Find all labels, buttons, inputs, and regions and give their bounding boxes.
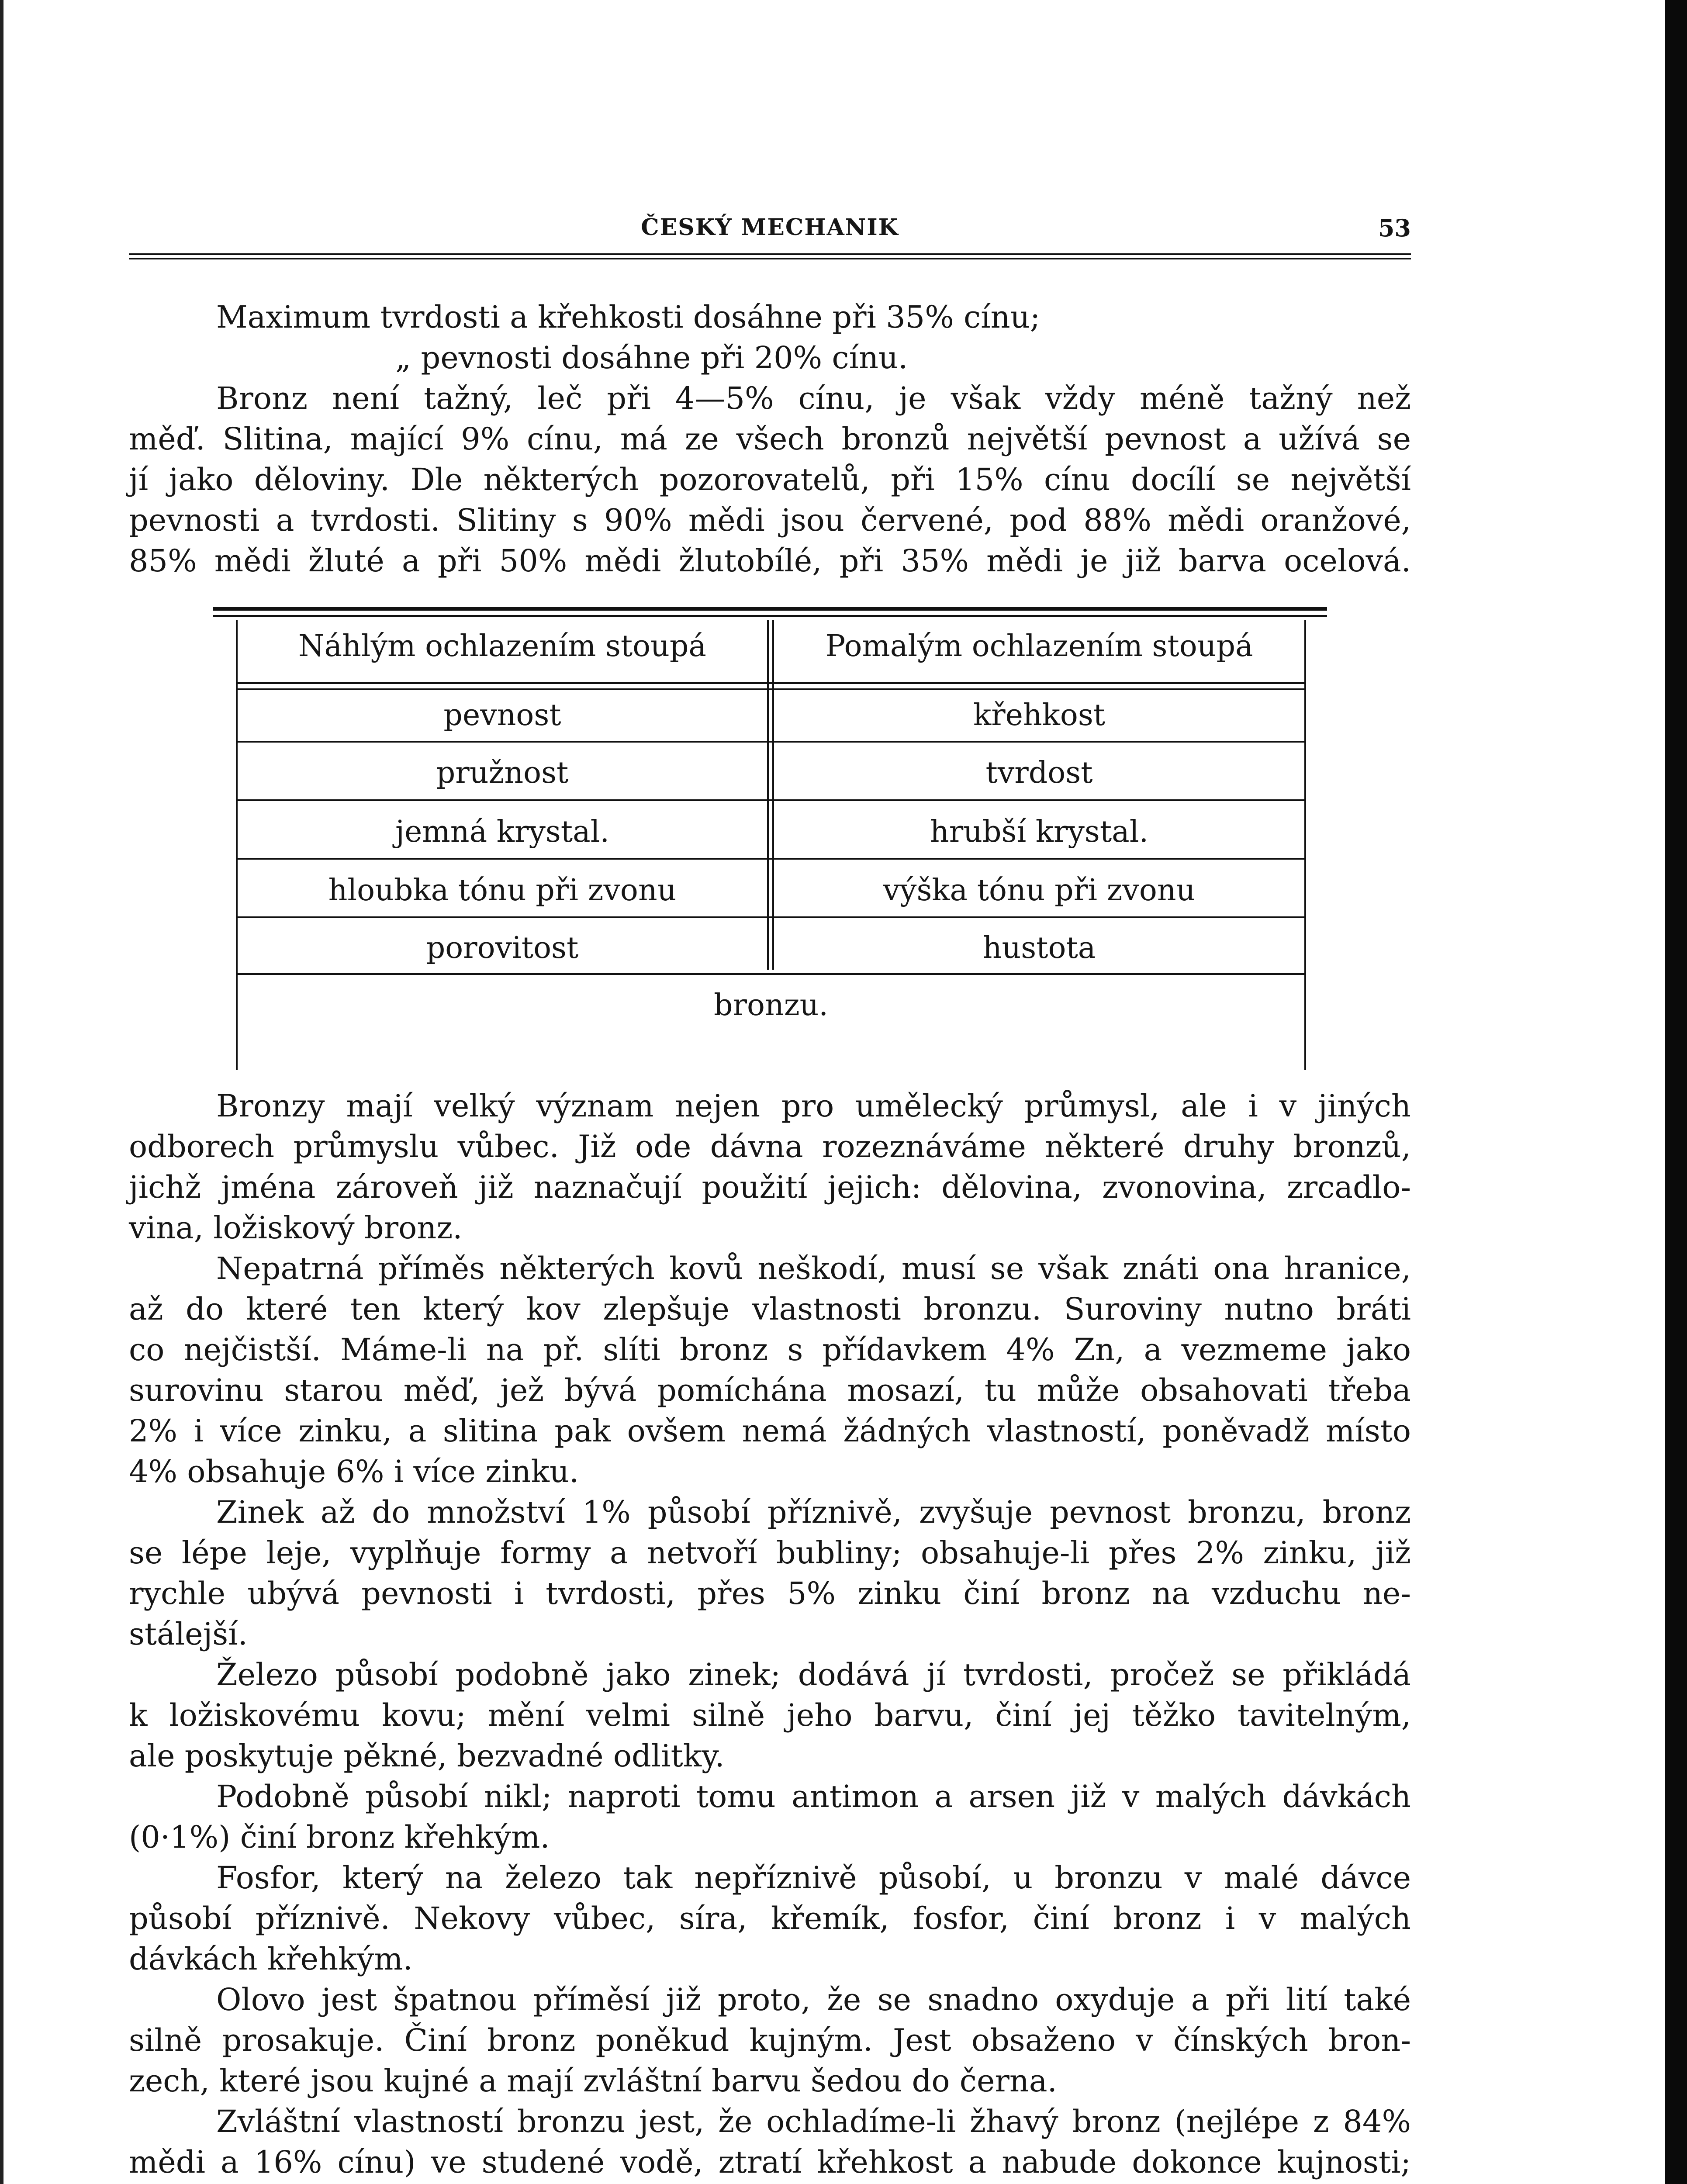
table-cell: pružnost bbox=[436, 756, 569, 790]
table-header-cell: Náhlým ochlazením stoupá bbox=[298, 629, 706, 663]
text-line: stálejší. bbox=[129, 1616, 248, 1652]
text-line: odborech průmyslu vůbec. Již ode dávna rozeznáváme některé druhy bronzů, bbox=[129, 1129, 1411, 1165]
intro-paragraph bbox=[129, 297, 1411, 581]
text-line: 2% i více zinku, a slitina pak ovšem nemá žádných vlastností, poněvadž místo bbox=[129, 1413, 1411, 1449]
table-header-cell: Pomalým ochlazením stoupá bbox=[825, 629, 1253, 663]
text-line: co nejčistší. Máme-li na př. slíti bronz s přídavkem 4% Zn, a vezmeme jako bbox=[129, 1332, 1411, 1368]
table-row-rule bbox=[238, 741, 1304, 743]
table-top-rule bbox=[213, 607, 1327, 617]
text-line: Nepatrná příměs některých kovů neškodí, musí se však znáti ona hranice, bbox=[216, 1251, 1411, 1286]
text-line: Zvláštní vlastností bronzu jest, že ochladíme-li žhavý bronz (nejlépe z 84% bbox=[216, 2104, 1411, 2139]
table-row-rule bbox=[238, 973, 1304, 975]
body-text bbox=[129, 1086, 1411, 2184]
text-line: Bronzy mají velký význam nejen pro umělecký průmysl, ale i v jiných bbox=[216, 1088, 1411, 1124]
text-line: 4% obsahuje 6% i více zinku. bbox=[129, 1454, 579, 1489]
table-cell: hloubka tónu při zvonu bbox=[328, 873, 677, 908]
text-line: jichž jména zároveň již naznačují použití jejich: dělovina, zvonovina, zrcadlo- bbox=[129, 1169, 1411, 1205]
table-cell: jemná krystal. bbox=[395, 815, 609, 849]
text-line: surovinu starou měď, jež bývá pomíchána mosazí, tu může obsahovati třeba bbox=[129, 1372, 1411, 1408]
text-line: silně prosakuje. Činí bronz poněkud kujným. Jest obsaženo v čínských bron- bbox=[129, 2022, 1411, 2058]
text-line: rychle ubývá pevnosti i tvrdosti, přes 5% zinku činí bronz na vzduchu ne- bbox=[129, 1576, 1411, 1611]
text-line: Fosfor, který na železo tak nepříznivě působí, u bronzu v malé dávce bbox=[216, 1860, 1411, 1896]
text-line: dávkách křehkým. bbox=[129, 1941, 413, 1977]
text-line: Železo působí podobně jako zinek; dodává jí tvrdosti, pročež se přikládá bbox=[216, 1657, 1411, 1693]
text-line: (0·1%) činí bronz křehkým. bbox=[129, 1819, 550, 1855]
text-line: měď. Slitina, mající 9% cínu, má ze všech bronzů největší pevnost a užívá se bbox=[129, 421, 1411, 457]
page-number: 53 bbox=[1378, 214, 1411, 242]
running-header bbox=[129, 214, 1411, 245]
table-cell: hustota bbox=[982, 931, 1096, 965]
scan-edge-left bbox=[0, 0, 3, 2184]
property-table bbox=[213, 607, 1327, 1066]
table-header-rule bbox=[238, 688, 1304, 690]
table-row-rule bbox=[238, 799, 1304, 801]
table-row-rule bbox=[238, 916, 1304, 918]
text-line: „ pevnosti dosáhne při 20% cínu. bbox=[395, 340, 908, 376]
table-cell: křehkost bbox=[973, 698, 1106, 733]
text-line: Zinek až do množství 1% působí příznivě, zvyšuje pevnost bronzu, bronz bbox=[216, 1494, 1411, 1530]
text-line: k ložiskovému kovu; mění velmi silně jeho barvu, činí jej těžko tavitelným, bbox=[129, 1697, 1411, 1733]
text-line: jí jako děloviny. Dle některých pozorovatelů, při 15% cínu docílí se největší bbox=[129, 462, 1411, 498]
text-line: působí příznivě. Nekovy vůbec, síra, křemík, fosfor, činí bronz i v malých bbox=[129, 1901, 1411, 1936]
text-line: zech, které jsou kujné a mají zvláštní barvu šedou do černa. bbox=[129, 2063, 1057, 2099]
text-line: Podobně působí nikl; naproti tomu antimon a arsen již v malých dávkách bbox=[216, 1779, 1411, 1814]
text-line: se lépe leje, vyplňuje formy a netvoří bubliny; obsahuje-li přes 2% zinku, již bbox=[129, 1535, 1411, 1571]
table-cell: porovitost bbox=[426, 931, 579, 965]
text-line: ale poskytuje pěkné, bezvadné odlitky. bbox=[129, 1738, 725, 1774]
text-line: mědi a 16% cínu) ve studené vodě, ztratí křehkost a nabude dokonce kujnosti; bbox=[129, 2144, 1411, 2180]
text-line: Olovo jest špatnou příměsí již proto, že se snadno oxyduje a při lití také bbox=[216, 1982, 1411, 2018]
table-row-rule bbox=[238, 858, 1304, 860]
text-line: vina, ložiskový bronz. bbox=[129, 1210, 463, 1246]
table-cell: hrubší krystal. bbox=[930, 815, 1149, 849]
scan-edge-right bbox=[1665, 0, 1687, 2184]
table-footer: bronzu. bbox=[713, 988, 828, 1023]
text-line: Maximum tvrdosti a křehkosti dosáhne při 35% cínu; bbox=[216, 299, 1041, 335]
table-cell: tvrdost bbox=[985, 756, 1093, 790]
text-line: Bronz není tažný, leč při 4—5% cínu, je však vždy méně tažný než bbox=[216, 380, 1411, 416]
text-line: pevnosti a tvrdosti. Slitiny s 90% mědi jsou červené, pod 88% mědi oranžové, bbox=[129, 502, 1411, 538]
table-header-rule bbox=[238, 682, 1304, 684]
table-cell: pevnost bbox=[443, 698, 561, 733]
header-rule bbox=[129, 253, 1411, 259]
text-line: 85% mědi žluté a při 50% mědi žlutobílé, při 35% mědi je již barva ocelová. bbox=[129, 543, 1411, 579]
journal-title: ČESKÝ MECHANIK bbox=[641, 214, 899, 241]
table-cell: výška tónu při zvonu bbox=[883, 873, 1196, 908]
table-border-right bbox=[1304, 620, 1306, 1070]
text-line: až do které ten který kov zlepšuje vlastnosti bronzu. Suroviny nutno bráti bbox=[129, 1291, 1411, 1327]
